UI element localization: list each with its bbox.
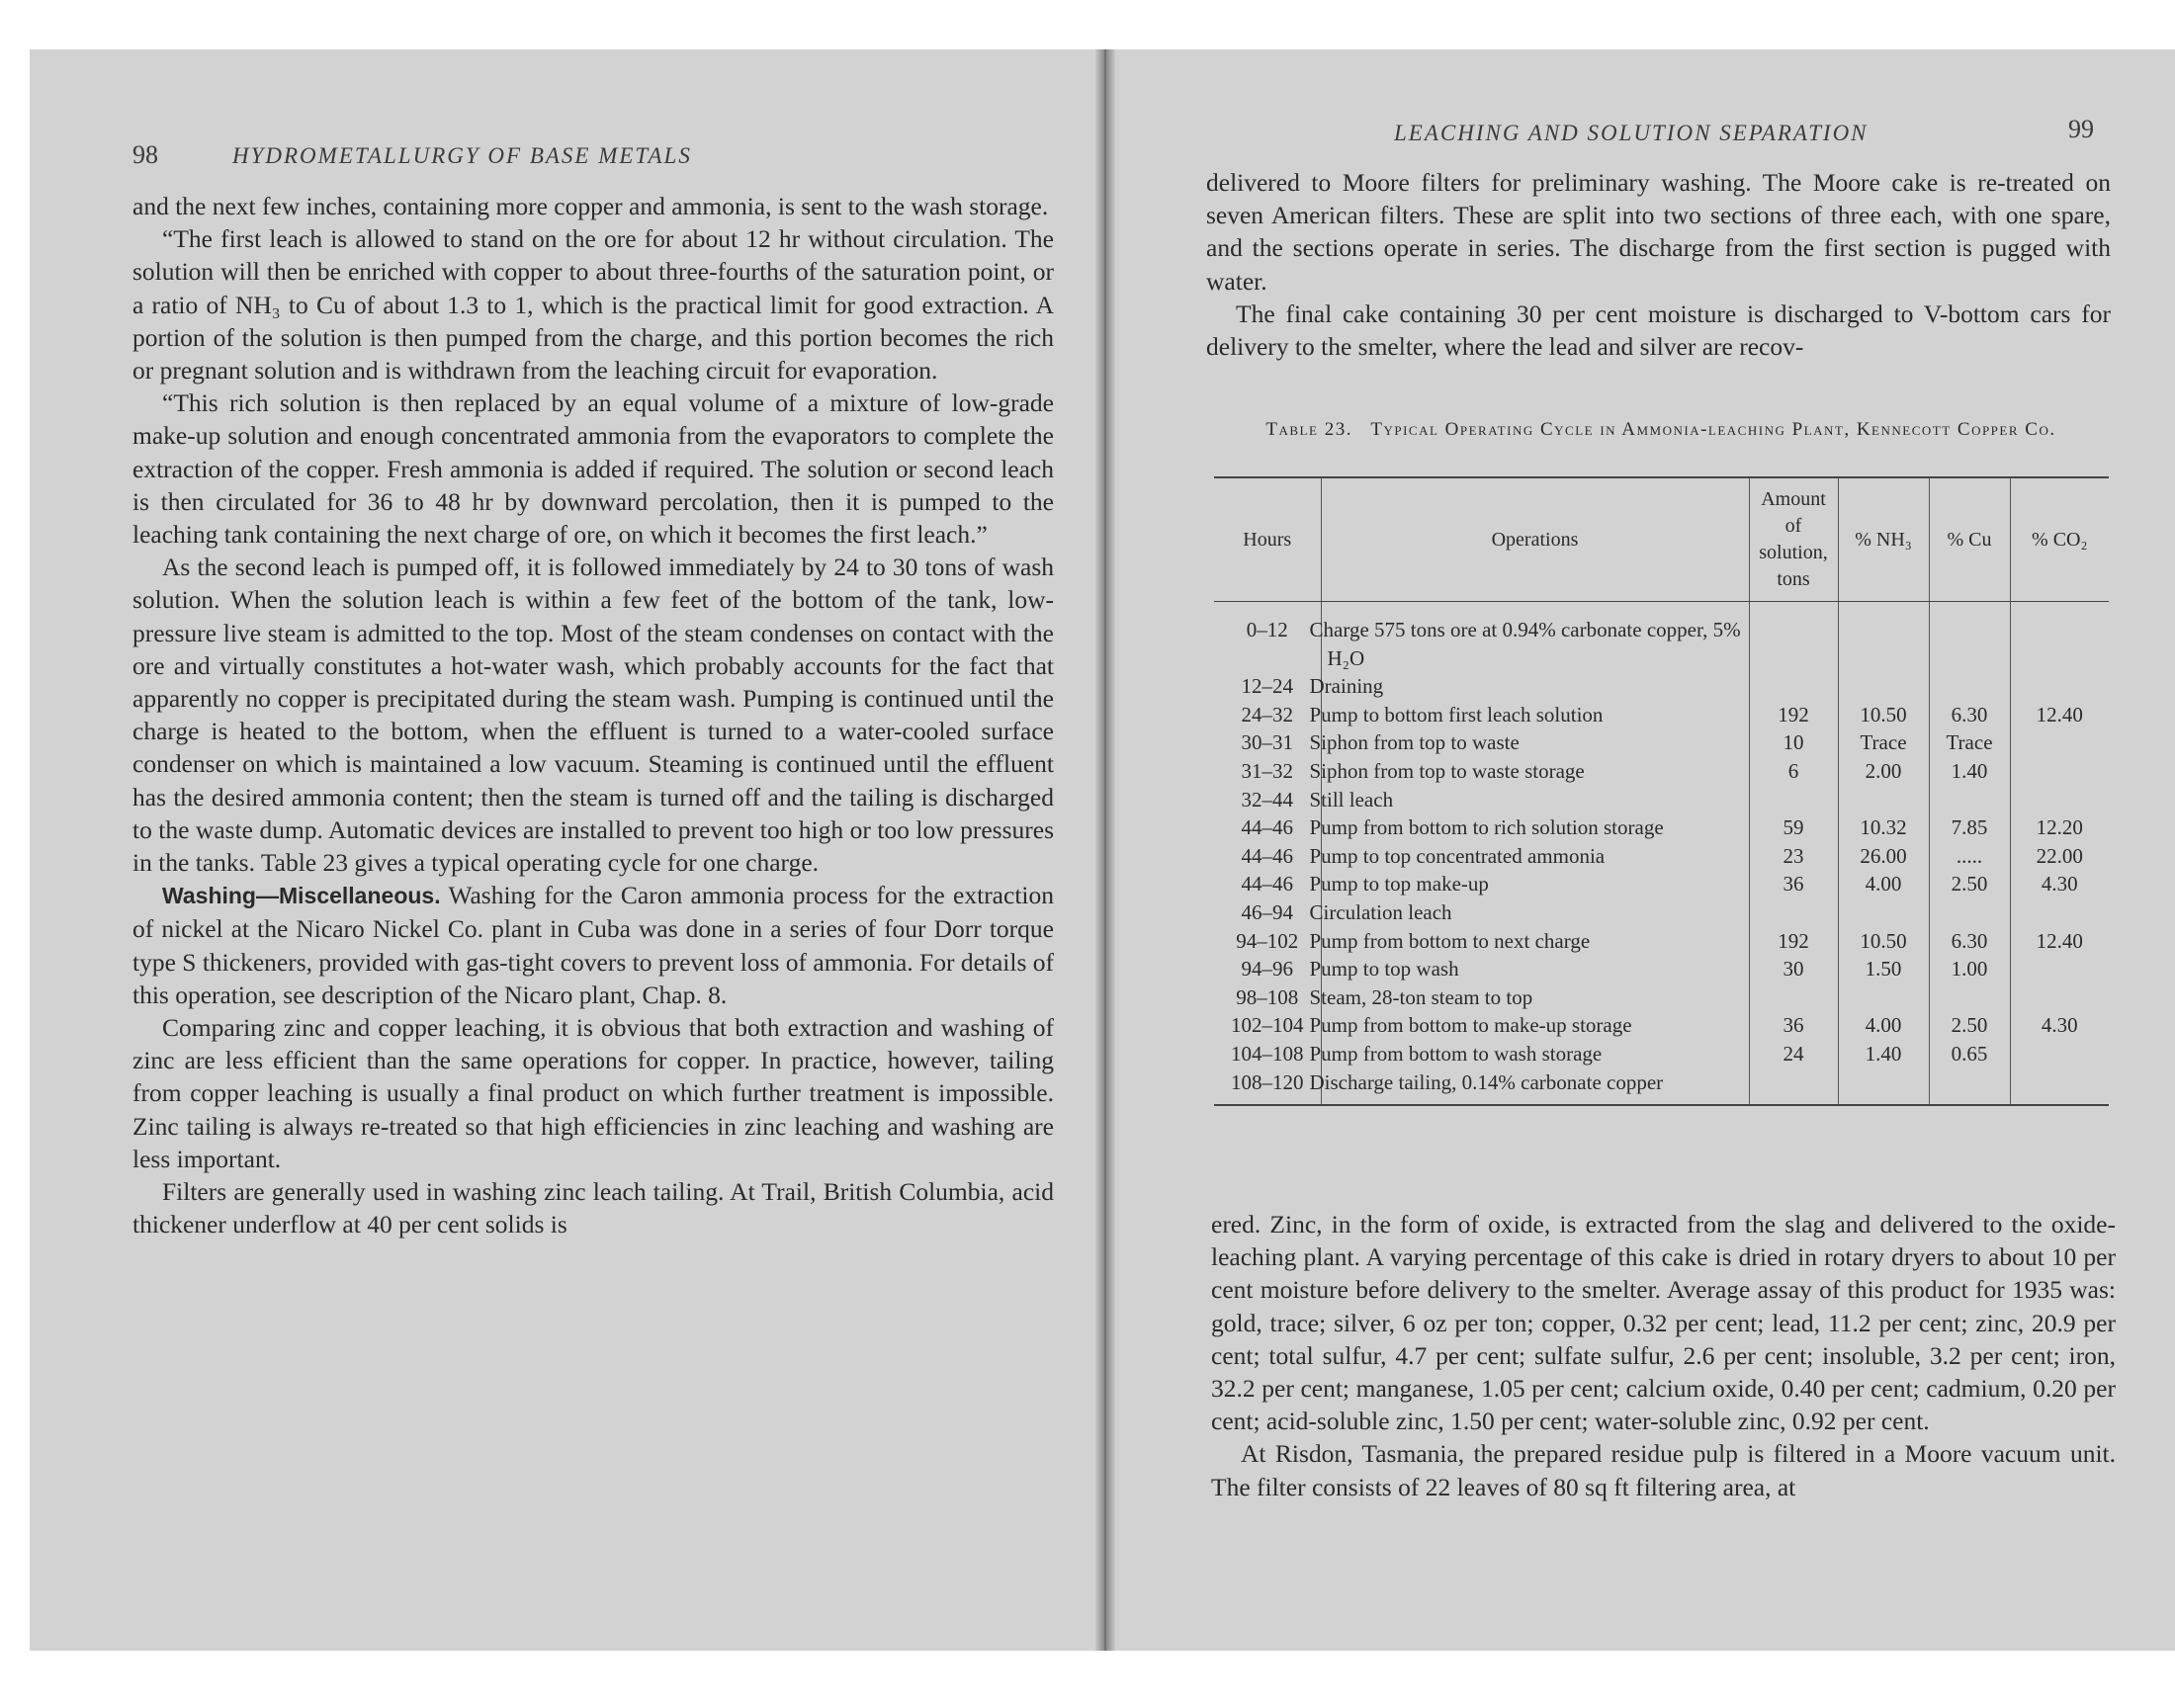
running-head-right: LEACHING AND SOLUTION SEPARATION	[1394, 121, 1869, 145]
table-cell-co2: 12.40	[2010, 927, 2109, 956]
washing-paragraph	[132, 879, 1054, 1011]
table-row	[1214, 842, 2109, 871]
table-cell-cu: .....	[1929, 842, 2010, 871]
table-row	[1214, 786, 2109, 814]
table-row	[1214, 813, 2109, 842]
left-page	[30, 49, 1097, 1651]
table-cell-nh3	[1838, 672, 1929, 701]
table-cell-amount: 192	[1749, 927, 1838, 956]
table-cell-amount: 59	[1749, 813, 1838, 842]
table-cell-co2: 12.20	[2010, 813, 2109, 842]
table-cell-op: Siphon from top to waste	[1321, 728, 1749, 757]
table-cell-nh3: 26.00	[1838, 842, 1929, 871]
table-cell-op: Siphon from top to waste storage	[1321, 757, 1749, 786]
table-cell-co2: 4.30	[2010, 1011, 2109, 1040]
table-cell-cu: 6.30	[1929, 701, 2010, 729]
table-cell-cu: 2.50	[1929, 1011, 2010, 1040]
column-header: % Cu	[1929, 477, 2010, 602]
table-cell-amount: 30	[1749, 955, 1838, 983]
table-cell-co2: 4.30	[2010, 870, 2109, 898]
table-cell-hours: 0–12	[1246, 618, 1288, 641]
table-cell-nh3	[1838, 1068, 1929, 1106]
table-cell-op: Circulation leach	[1321, 898, 1749, 927]
table-row	[1214, 870, 2109, 898]
table-cell-co2	[2010, 672, 2109, 701]
column-header: % NH₃	[1838, 477, 1929, 602]
table-cell-amount	[1749, 1068, 1838, 1106]
table-row	[1214, 728, 2109, 757]
table-row	[1214, 898, 2109, 927]
paragraph: delivered to Moore filters for preliminary washing. The Moore cake is re-treated on seven American filters. These are split into two sections of three each, with one spare, and the sections operate in series. The discharge from the first section is pugged with water.	[1206, 168, 2111, 296]
table-cell-hours: 102–104	[1231, 1013, 1304, 1038]
paragraph: “This rich solution is then replaced by an equal volume of a mixture of low-grade make-up solution and enough concentrated ammonia from the evaporators to complete the extraction of the copper. Fresh ammonia is added if required. The solution or second leach is then circulated for 36 to 48 hr by downward percolation, then it is pumped to the leaching tank containing the next charge of ore, on which it becomes the first leach.”	[132, 388, 1054, 550]
table-cell-op: Pump to top make-up	[1321, 870, 1749, 898]
table-cell-hours: 44–46	[1241, 815, 1293, 840]
table-cell-cu	[1929, 983, 2010, 1012]
table-cell-amount	[1749, 602, 1838, 673]
table-cell-cu: Trace	[1929, 728, 2010, 757]
table-cell-amount: 24	[1749, 1040, 1838, 1068]
table-cell-nh3	[1838, 602, 1929, 673]
table-cell-nh3	[1838, 898, 1929, 927]
table-cell-op: Still leach	[1321, 786, 1749, 814]
table-header-row	[1214, 477, 2109, 602]
paragraph: Filters are generally used in washing zinc leach tailing. At Trail, British Columbia, acid thickener underflow at 40 per cent solids is	[132, 1177, 1054, 1239]
table-cell-hours: 108–120	[1214, 1068, 1321, 1106]
table-row	[1214, 757, 2109, 786]
table-cell-cu	[1929, 898, 2010, 927]
table-cell-hours: 44–46	[1241, 872, 1293, 897]
table-cell-co2	[2010, 728, 2109, 757]
table-row	[1214, 983, 2109, 1012]
table-cell-hours: 12–24	[1241, 674, 1293, 699]
paragraph: As the second leach is pumped off, it is followed immediately by 24 to 30 tons of wash solution. When the solution leach is within a few feet of the bottom of the tank, low-pressure live steam is admitted to the top. Most of the steam condenses on contact with the ore and virtually constitutes a hot-water wash, which probably accounts for the fact that apparently no copper is precipitated during the steam wash. Pumping is continued until the charge is heated to the bottom, when the effluent is turned to a water-cooled surface condenser on which is maintained a low vacuum. Steaming is continued until the effluent has the desired ammonia content; then the steam is turned off and the tailing is discharged to the waste dump. Automatic devices are installed to prevent too high or too low pressures in the tanks. Table 23 gives a typical operating cycle for one charge.	[132, 553, 1054, 878]
table-cell-cu	[1929, 1068, 2010, 1106]
table-caption	[1211, 417, 2111, 443]
column-header: Operations	[1321, 477, 1749, 602]
table-cell-nh3: Trace	[1838, 728, 1929, 757]
table-cell-amount	[1749, 786, 1838, 814]
table-cell-cu: 0.65	[1929, 1040, 2010, 1068]
table-cell-amount	[1749, 898, 1838, 927]
table-cell-nh3: 10.50	[1838, 927, 1929, 956]
right-body-top	[1206, 166, 2111, 363]
table-cell-co2	[2010, 602, 2109, 673]
table-cell-cu	[1929, 602, 2010, 673]
table-cell-co2	[2010, 786, 2109, 814]
table-row	[1214, 602, 2109, 673]
table-cell-hours: 24–32	[1241, 702, 1293, 726]
washing-text: Washing for the Caron ammonia process for the extraction of nickel at the Nicaro Nickel Co. plant in Cuba was done in a series of four Dorr torque type S thickeners, provided with gas-tight covers to prevent loss of ammonia. For details of this operation, see description of the Nicaro plant, Chap. 8.	[132, 881, 1054, 1009]
column-header: Amount of solution, tons	[1749, 477, 1838, 602]
table-cell-hours: 94–96	[1241, 957, 1293, 982]
table-cell-cu: 1.40	[1929, 757, 2010, 786]
table-row	[1214, 1011, 2109, 1040]
table-row	[1214, 1068, 2109, 1106]
table-row	[1214, 701, 2109, 729]
table-cell-amount: 23	[1749, 842, 1838, 871]
table-cell-op: Pump to top wash	[1321, 955, 1749, 983]
table-cell-nh3: 1.50	[1838, 955, 1929, 983]
table-cell-co2	[2010, 757, 2109, 786]
run-in-heading: Washing—Miscellaneous.	[162, 883, 441, 909]
table-title: Typical Operating Cycle in Ammonia-leaching Plant, Kennecott Copper Co.	[1370, 419, 2056, 440]
table-cell-hours: 46–94	[1241, 899, 1293, 924]
table-cell-co2: 12.40	[2010, 701, 2109, 729]
table-cell-nh3	[1838, 983, 1929, 1012]
table-cell-nh3	[1838, 786, 1929, 814]
table-cell-op: Discharge tailing, 0.14% carbonate copper	[1321, 1068, 1749, 1106]
table-cell-nh3: 10.50	[1838, 701, 1929, 729]
table-cell-nh3: 1.40	[1838, 1040, 1929, 1068]
table-cell-cu	[1929, 672, 2010, 701]
table-cell-nh3: 10.32	[1838, 813, 1929, 842]
paragraph: At Risdon, Tasmania, the prepared residue pulp is filtered in a Moore vacuum unit. The filter consists of 22 leaves of 80 sq ft filtering area, at	[1211, 1439, 2116, 1501]
paragraph: ered. Zinc, in the form of oxide, is extracted from the slag and delivered to the oxide-leaching plant. A varying percentage of this cake is dried in rotary dryers to about 10 per cent moisture before delivery to the smelter. Average assay of this product for 1935 was: gold, trace; silver, 6 oz per ton; copper, 0.32 per cent; lead, 11.2 per cent; zinc, 20.9 per cent; total sulfur, 4.7 per cent; sulfate sulfur, 2.6 per cent; insoluble, 3.2 per cent; iron, 32.2 per cent; manganese, 1.05 per cent; calcium oxide, 0.40 per cent; cadmium, 0.20 per cent; acid-soluble zinc, 1.50 per cent; water-soluble zinc, 0.92 per cent.	[1211, 1210, 2116, 1436]
table-cell-co2	[2010, 955, 2109, 983]
paragraph: “The first leach is allowed to stand on the ore for about 12 hr without circulation. The solution will then be enriched with copper to about three-fourths of the saturation point, or a ratio of NH₃ to Cu of about 1.3 to 1, which is the practical limit for good extraction. A portion of the solution is then pumped from the charge, and this portion becomes the rich or pregnant solution and is withdrawn from the leaching circuit for evaporation.	[132, 224, 1054, 385]
table-cell-hours: 104–108	[1231, 1041, 1304, 1066]
table-cell-cu: 1.00	[1929, 955, 2010, 983]
table-cell-amount: 192	[1749, 701, 1838, 729]
table-row	[1214, 927, 2109, 956]
table-cell-op: Steam, 28-ton steam to top	[1321, 983, 1749, 1012]
table-cell-hours: 32–44	[1241, 787, 1293, 811]
table-row	[1214, 672, 2109, 701]
table-cell-co2	[2010, 983, 2109, 1012]
column-header: Hours	[1214, 477, 1321, 602]
table-cell-cu: 2.50	[1929, 870, 2010, 898]
operating-cycle-table	[1214, 476, 2109, 1106]
table-cell-amount: 10	[1749, 728, 1838, 757]
table-cell-op: Draining	[1321, 672, 1749, 701]
table-label: Table 23.	[1265, 419, 1352, 440]
table-cell-cu: 6.30	[1929, 927, 2010, 956]
page-number-right: 99	[2068, 115, 2094, 143]
table-body	[1214, 602, 2109, 1106]
page-number-left: 98	[132, 140, 158, 169]
table-cell-op: Pump to bottom first leach solution	[1321, 701, 1749, 729]
table-cell-op: Charge 575 tons ore at 0.94% carbonate copper, 5% H₂O	[1321, 602, 1749, 673]
table-cell-cu	[1929, 786, 2010, 814]
table-cell-nh3: 2.00	[1838, 757, 1929, 786]
paragraph: and the next few inches, containing more copper and ammonia, is sent to the wash storage.	[132, 192, 1049, 220]
table-cell-cu: 7.85	[1929, 813, 2010, 842]
table-cell-hours: 30–31	[1241, 730, 1293, 755]
table-cell-amount	[1749, 983, 1838, 1012]
right-page	[1112, 49, 2175, 1651]
table-cell-co2: 22.00	[2010, 842, 2109, 871]
right-body-bottom	[1211, 1208, 2116, 1503]
table-cell-op: Pump from bottom to rich solution storage	[1321, 813, 1749, 842]
table-cell-hours: 44–46	[1241, 843, 1293, 868]
table-cell-amount: 36	[1749, 870, 1838, 898]
left-body	[132, 190, 1054, 1241]
column-header: % CO₂	[2010, 477, 2109, 602]
table-cell-op: Pump from bottom to next charge	[1321, 927, 1749, 956]
table-cell-op: Pump from bottom to wash storage	[1321, 1040, 1749, 1068]
table-cell-co2	[2010, 1040, 2109, 1068]
table-row	[1214, 1040, 2109, 1068]
table-cell-nh3: 4.00	[1838, 1011, 1929, 1040]
table-cell-op: Pump from bottom to make-up storage	[1321, 1011, 1749, 1040]
table-cell-amount: 6	[1749, 757, 1838, 786]
running-head-left: HYDROMETALLURGY OF BASE METALS	[232, 143, 692, 168]
table-cell-hours: 94–102	[1236, 928, 1299, 953]
paragraph: Comparing zinc and copper leaching, it is obvious that both extraction and washing of zinc are less efficient than the same operations for copper. In practice, however, tailing from copper leaching is usually a final product on which further treatment is impossible. Zinc tailing is always re-treated so that high efficiencies in zinc leaching and washing are less important.	[132, 1013, 1054, 1173]
table-cell-op: Pump to top concentrated ammonia	[1321, 842, 1749, 871]
book-spread	[30, 49, 2175, 1651]
table-cell-hours: 98–108	[1236, 984, 1299, 1009]
paragraph: The final cake containing 30 per cent moisture is discharged to V-bottom cars for delivery to the smelter, where the lead and silver are recov-	[1206, 299, 2111, 362]
table-cell-nh3: 4.00	[1838, 870, 1929, 898]
table-cell-co2	[2010, 898, 2109, 927]
table-cell-co2	[2010, 1068, 2109, 1106]
table-cell-amount	[1749, 672, 1838, 701]
table-cell-amount: 36	[1749, 1011, 1838, 1040]
table-cell-hours: 31–32	[1241, 758, 1293, 783]
table-row	[1214, 955, 2109, 983]
